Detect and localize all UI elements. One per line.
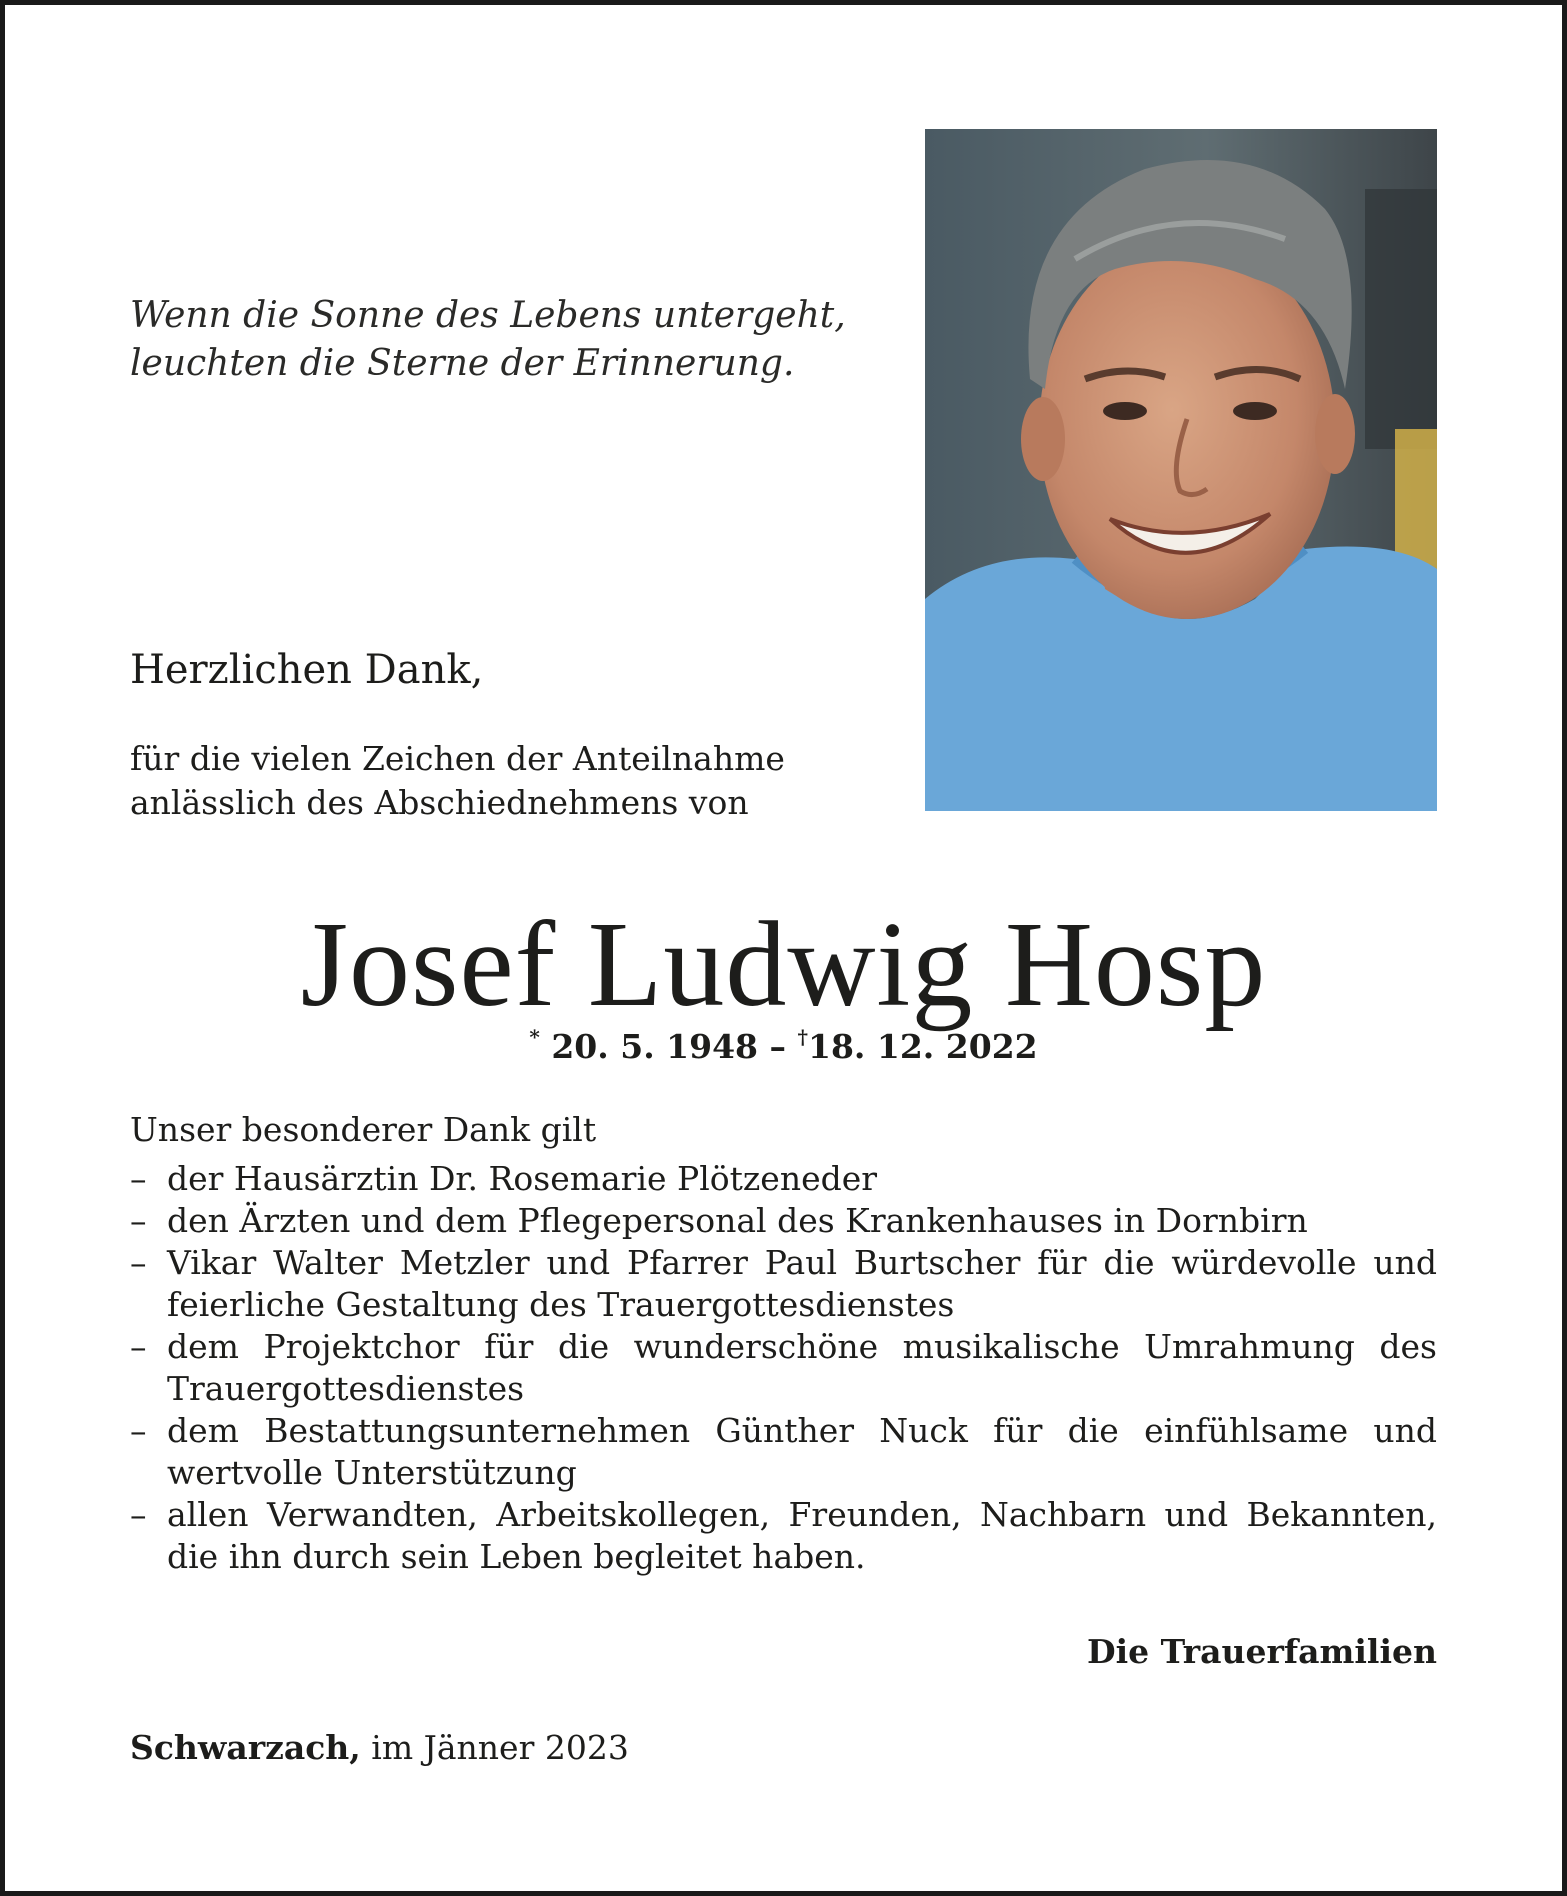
place-date: im Jänner 2023 [371, 1728, 629, 1767]
thanks-line-2: anlässlich des Abschiednehmens von [130, 783, 749, 822]
death-date: 18. 12. 2022 [807, 1027, 1038, 1066]
list-bullet: – [130, 1327, 147, 1366]
list-item-text: den Ärzten und dem Pflegepersonal des Krankenhauses in Dornbirn [167, 1201, 1308, 1240]
death-symbol: † [797, 1025, 808, 1049]
list-item [130, 1410, 1437, 1494]
quote-line-1: Wenn die Sonne des Lebens untergeht, [130, 295, 846, 336]
life-dates [0, 1015, 1567, 1069]
birth-date: 20. 5. 1948 [551, 1027, 759, 1066]
list-item-text: dem Projektchor für die wunderschöne musikalische Umrahmung des Trauergottesdienstes [167, 1327, 1437, 1408]
list-item [130, 1158, 1437, 1200]
place-town: Schwarzach, [130, 1728, 361, 1767]
portrait-photo [925, 129, 1437, 811]
list-bullet: – [130, 1243, 147, 1282]
signature: Die Trauerfamilien [1086, 1632, 1437, 1671]
photo-face [1039, 239, 1335, 619]
memorial-quote [130, 292, 846, 388]
gratitude-list [130, 1158, 1437, 1578]
deceased-name: Josef Ludwig Hosp [300, 897, 1267, 1032]
birth-symbol: * [529, 1025, 540, 1049]
thanks-line-1: für die vielen Zeichen der Anteilnahme [130, 739, 785, 778]
quote-line-2: leuchten die Sterne der Erinnerung. [130, 343, 795, 384]
gratitude-intro: Unser besonderer Dank gilt [130, 1110, 597, 1149]
list-item-text: dem Bestattungsunternehmen Günther Nuck für die einfühlsame und wertvolle Unterstützung [167, 1411, 1437, 1492]
list-bullet: – [130, 1411, 147, 1450]
list-item-text: der Hausärztin Dr. Rosemarie Plötzeneder [167, 1159, 878, 1198]
list-item-text: Vikar Walter Metzler und Pfarrer Paul Burtscher für die würdevolle und feierliche Gestaltung des Trauergottesdienstes [167, 1243, 1437, 1324]
thanks-subtext [130, 737, 785, 825]
list-item-text: allen Verwandten, Arbeitskollegen, Freunden, Nachbarn und Bekannten, die ihn durch sein Leben begleitet haben. [167, 1495, 1437, 1576]
list-item [130, 1242, 1437, 1326]
list-item [130, 1494, 1437, 1578]
list-bullet: – [130, 1159, 147, 1198]
list-item [130, 1200, 1437, 1242]
date-separator: – [769, 1027, 787, 1066]
thanks-heading: Herzlichen Dank, [130, 647, 484, 693]
list-item [130, 1326, 1437, 1410]
list-bullet: – [130, 1495, 147, 1534]
list-bullet: – [130, 1201, 147, 1240]
place-and-date [130, 1726, 629, 1770]
